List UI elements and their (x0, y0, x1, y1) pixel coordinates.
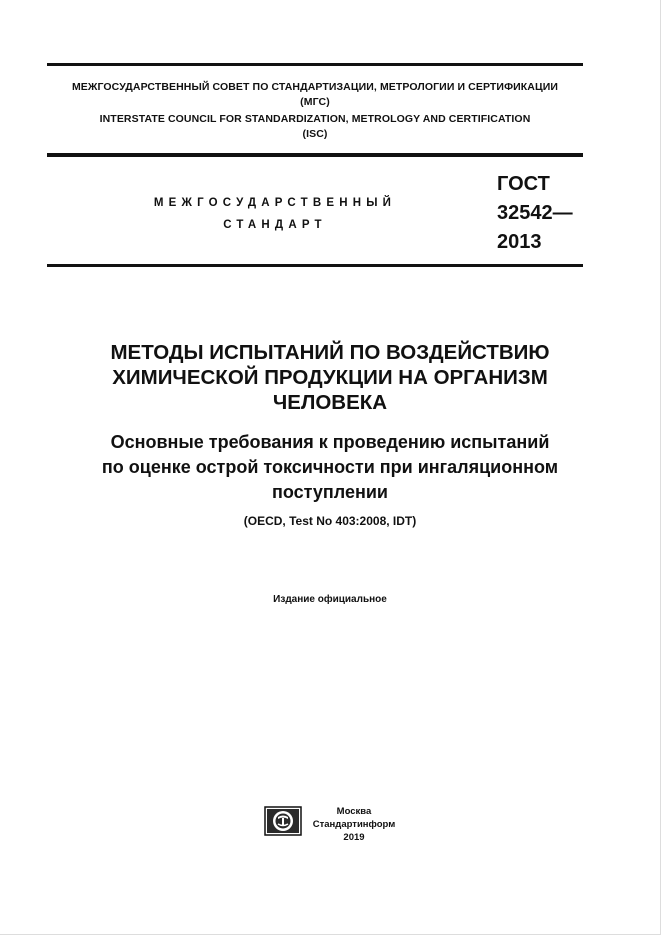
oecd-reference: (OECD, Test No 403:2008, IDT) (243, 514, 417, 528)
council-en-name: INTERSTATE COUNCIL FOR STANDARDIZATION, METROLOGY AND CERTIFICATION (99, 113, 531, 125)
council-ru-block (47, 80, 583, 110)
top-rule (47, 63, 583, 66)
council-en-abbr: (ISC) (302, 128, 328, 140)
subtitle-line-3: поступлении (272, 482, 388, 502)
standard-type-line1: МЕЖГОСУДАРСТВЕННЫЙ (153, 197, 397, 209)
standard-type-line2: СТАНДАРТ (223, 219, 327, 231)
publisher-name: Стандартинформ (312, 819, 396, 830)
council-ru-abbr: (МГС) (300, 96, 330, 108)
gost-number: 32542— (497, 202, 573, 224)
document-subtitle (40, 430, 620, 505)
title-line-2: ХИМИЧЕСКОЙ ПРОДУКЦИИ НА ОРГАНИЗМ (112, 366, 548, 389)
publisher-city: Москва (336, 806, 372, 817)
gost-label: ГОСТ (497, 173, 550, 195)
middle-rule (47, 153, 583, 157)
publisher-year: 2019 (343, 832, 365, 843)
edition-note: Издание официальное (273, 594, 387, 605)
council-ru-name: МЕЖГОСУДАРСТВЕННЫЙ СОВЕТ ПО СТАНДАРТИЗАЦИИ, МЕТРОЛОГИИ И СЕРТИФИКАЦИИ (71, 81, 559, 93)
title-line-1: МЕТОДЫ ИСПЫТАНИЙ ПО ВОЗДЕЙСТВИЮ (110, 341, 550, 364)
gost-year: 2013 (497, 231, 542, 253)
gost-designation (497, 170, 607, 257)
standartinform-logo-icon (264, 806, 302, 836)
council-en-block (47, 112, 583, 142)
lower-rule (47, 264, 583, 267)
document-title (40, 340, 620, 415)
subtitle-line-2: по оценке острой токсичности при ингаляционном (101, 457, 559, 477)
publisher-block (306, 805, 402, 844)
subtitle-line-1: Основные требования к проведению испытаний (110, 432, 550, 452)
standard-type (110, 192, 440, 236)
title-line-3: ЧЕЛОВЕКА (272, 391, 388, 414)
